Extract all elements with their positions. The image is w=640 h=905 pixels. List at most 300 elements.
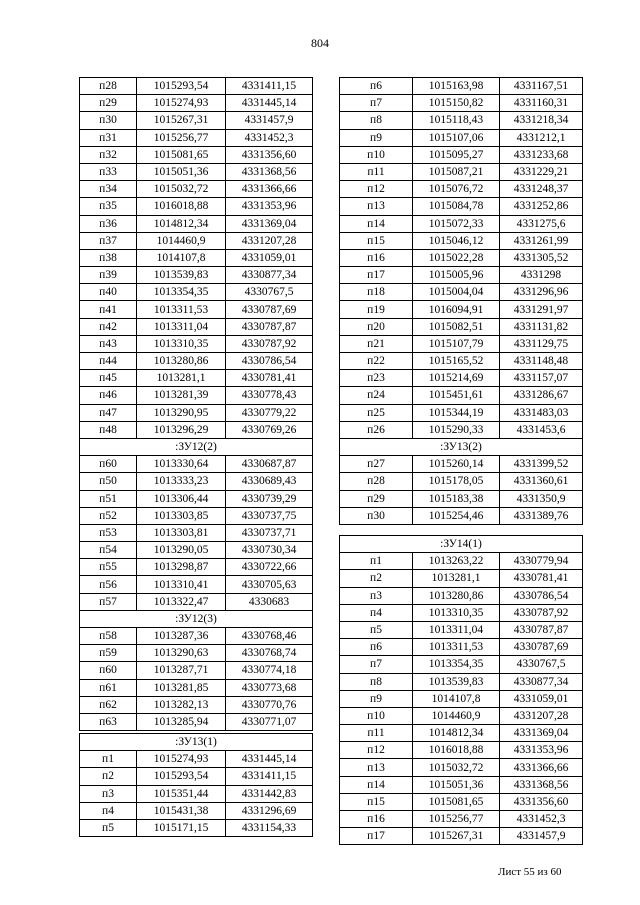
section-header-row — [340, 438, 583, 455]
point-id-cell: п16 — [340, 249, 413, 266]
point-id-cell: п11 — [340, 163, 413, 180]
x-coordinate-cell: 1015005,96 — [413, 267, 500, 284]
table-row — [80, 163, 313, 180]
point-id-cell: п12 — [340, 181, 413, 198]
x-coordinate-cell: 1013311,04 — [413, 621, 500, 638]
table-row — [80, 819, 313, 836]
x-coordinate-cell: 1015150,82 — [413, 95, 500, 112]
y-coordinate-cell: 4331131,82 — [500, 318, 583, 335]
y-coordinate-cell: 4331207,28 — [500, 707, 583, 724]
y-coordinate-cell: 4330779,94 — [500, 553, 583, 570]
table-row — [340, 215, 583, 232]
y-coordinate-cell: 4330730,34 — [226, 542, 313, 559]
point-id-cell: п46 — [80, 387, 137, 404]
y-coordinate-cell: 4331442,83 — [226, 785, 313, 802]
y-coordinate-cell: 4331233,68 — [500, 146, 583, 163]
table-row — [80, 751, 313, 768]
x-coordinate-cell: 1015081,65 — [137, 146, 226, 163]
section-header: :ЗУ13(2) — [340, 438, 583, 455]
table-row — [80, 284, 313, 301]
table-row — [80, 267, 313, 284]
x-coordinate-cell: 1013354,35 — [137, 284, 226, 301]
point-id-cell: п9 — [340, 690, 413, 707]
point-id-cell: п26 — [340, 421, 413, 438]
y-coordinate-cell: 4331305,52 — [500, 249, 583, 266]
table-row — [340, 181, 583, 198]
x-coordinate-cell: 1015081,65 — [413, 793, 500, 810]
table-row — [340, 621, 583, 638]
y-coordinate-cell: 4330778,43 — [226, 387, 313, 404]
page-number: 804 — [311, 36, 329, 50]
table-row — [340, 725, 583, 742]
table-row — [80, 249, 313, 266]
x-coordinate-cell: 1015032,72 — [137, 181, 226, 198]
table-row — [340, 587, 583, 604]
point-id-cell: п28 — [80, 78, 137, 95]
table-row — [80, 679, 313, 696]
y-coordinate-cell: 4330787,69 — [500, 639, 583, 656]
point-id-cell: п29 — [340, 490, 413, 507]
table-row — [340, 404, 583, 421]
x-coordinate-cell: 1013311,53 — [413, 639, 500, 656]
table-row — [340, 473, 583, 490]
y-coordinate-cell: 4331353,96 — [226, 198, 313, 215]
y-coordinate-cell: 4330722,66 — [226, 559, 313, 576]
section-header: :ЗУ12(2) — [80, 438, 313, 455]
y-coordinate-cell: 4331445,14 — [226, 95, 313, 112]
y-coordinate-cell: 4331452,3 — [500, 811, 583, 828]
x-coordinate-cell: 1015431,38 — [137, 802, 226, 819]
y-coordinate-cell: 4331207,28 — [226, 232, 313, 249]
point-id-cell: п40 — [80, 284, 137, 301]
table-row — [80, 576, 313, 593]
y-coordinate-cell: 4331368,56 — [226, 163, 313, 180]
y-coordinate-cell: 4330689,43 — [226, 473, 313, 490]
x-coordinate-cell: 1015032,72 — [413, 759, 500, 776]
y-coordinate-cell: 4330781,41 — [500, 570, 583, 587]
y-coordinate-cell: 4330739,29 — [226, 490, 313, 507]
x-coordinate-cell: 1015051,36 — [413, 776, 500, 793]
x-coordinate-cell: 1015267,31 — [413, 828, 500, 845]
table-row — [80, 628, 313, 645]
point-id-cell: п22 — [340, 353, 413, 370]
x-coordinate-cell: 1015183,38 — [413, 490, 500, 507]
y-coordinate-cell: 4331350,9 — [500, 490, 583, 507]
x-coordinate-cell: 1013281,1 — [413, 570, 500, 587]
point-id-cell: п41 — [80, 301, 137, 318]
x-coordinate-cell: 1015171,15 — [137, 819, 226, 836]
y-coordinate-cell: 4331389,76 — [500, 507, 583, 524]
table-row — [340, 456, 583, 473]
table-row — [340, 301, 583, 318]
point-id-cell: п6 — [340, 639, 413, 656]
x-coordinate-cell: 1015267,31 — [137, 112, 226, 129]
table-row — [80, 473, 313, 490]
table-row — [340, 112, 583, 129]
point-id-cell: п4 — [340, 604, 413, 621]
table-row — [80, 95, 313, 112]
point-id-cell: п7 — [340, 95, 413, 112]
table-row — [80, 387, 313, 404]
x-coordinate-cell: 1015022,28 — [413, 249, 500, 266]
table-row — [340, 198, 583, 215]
table-row — [340, 553, 583, 570]
point-id-cell: п51 — [80, 490, 137, 507]
point-id-cell: п48 — [80, 421, 137, 438]
x-coordinate-cell: 1015118,43 — [413, 112, 500, 129]
y-coordinate-cell: 4330687,87 — [226, 456, 313, 473]
x-coordinate-cell: 1016018,88 — [137, 198, 226, 215]
x-coordinate-cell: 1013310,35 — [137, 335, 226, 352]
table-row — [340, 353, 583, 370]
table-row — [340, 387, 583, 404]
y-coordinate-cell: 4331445,14 — [226, 751, 313, 768]
x-coordinate-cell: 1015351,44 — [137, 785, 226, 802]
point-id-cell: п60 — [80, 662, 137, 679]
table-row — [80, 404, 313, 421]
point-id-cell: п50 — [80, 473, 137, 490]
table-row — [80, 421, 313, 438]
x-coordinate-cell: 1016018,88 — [413, 742, 500, 759]
point-id-cell: п5 — [80, 819, 137, 836]
point-id-cell: п39 — [80, 267, 137, 284]
point-id-cell: п28 — [340, 473, 413, 490]
x-coordinate-cell: 1013539,83 — [413, 673, 500, 690]
table-row — [340, 507, 583, 524]
table-row — [80, 129, 313, 146]
y-coordinate-cell: 4331167,51 — [500, 78, 583, 95]
table-row — [80, 559, 313, 576]
x-coordinate-cell: 1015274,93 — [137, 751, 226, 768]
table-row — [80, 335, 313, 352]
x-coordinate-cell: 1015214,69 — [413, 370, 500, 387]
x-coordinate-cell: 1014812,34 — [413, 725, 500, 742]
x-coordinate-cell: 1013281,1 — [137, 370, 226, 387]
point-id-cell: п42 — [80, 318, 137, 335]
table-row — [340, 673, 583, 690]
y-coordinate-cell: 4331296,69 — [226, 802, 313, 819]
point-id-cell: п14 — [340, 215, 413, 232]
table-row — [80, 662, 313, 679]
x-coordinate-cell: 1014812,34 — [137, 215, 226, 232]
x-coordinate-cell: 1015084,78 — [413, 198, 500, 215]
section-header: :ЗУ14(1) — [340, 536, 583, 553]
y-coordinate-cell: 4330786,54 — [500, 587, 583, 604]
table-row — [80, 645, 313, 662]
y-coordinate-cell: 4331369,04 — [226, 215, 313, 232]
point-id-cell: п34 — [80, 181, 137, 198]
table-row — [80, 232, 313, 249]
section-header-row — [80, 734, 313, 751]
section-header: :ЗУ13(1) — [80, 734, 313, 751]
table-row — [80, 507, 313, 524]
point-id-cell: п33 — [80, 163, 137, 180]
x-coordinate-cell: 1015163,98 — [413, 78, 500, 95]
table-row — [80, 593, 313, 610]
y-coordinate-cell: 4330877,34 — [500, 673, 583, 690]
point-id-cell: п30 — [80, 112, 137, 129]
y-coordinate-cell: 4331160,31 — [500, 95, 583, 112]
point-id-cell: п17 — [340, 828, 413, 845]
point-id-cell: п57 — [80, 593, 137, 610]
point-id-cell: п45 — [80, 370, 137, 387]
point-id-cell: п37 — [80, 232, 137, 249]
point-id-cell: п38 — [80, 249, 137, 266]
x-coordinate-cell: 1015451,61 — [413, 387, 500, 404]
table-row — [80, 370, 313, 387]
point-id-cell: п58 — [80, 628, 137, 645]
point-id-cell: п52 — [80, 507, 137, 524]
y-coordinate-cell: 4330787,69 — [226, 301, 313, 318]
section-header: :ЗУ12(3) — [80, 610, 313, 627]
y-coordinate-cell: 4331148,48 — [500, 353, 583, 370]
table-row — [80, 215, 313, 232]
point-id-cell: п32 — [80, 146, 137, 163]
point-id-cell: п16 — [340, 811, 413, 828]
x-coordinate-cell: 1014107,8 — [413, 690, 500, 707]
y-coordinate-cell: 4330779,22 — [226, 404, 313, 421]
point-id-cell: п8 — [340, 112, 413, 129]
x-coordinate-cell: 1013287,71 — [137, 662, 226, 679]
table-row — [340, 129, 583, 146]
y-coordinate-cell: 4331483,03 — [500, 404, 583, 421]
x-coordinate-cell: 1015290,33 — [413, 421, 500, 438]
y-coordinate-cell: 4331218,34 — [500, 112, 583, 129]
x-coordinate-cell: 1013281,85 — [137, 679, 226, 696]
x-coordinate-cell: 1015046,12 — [413, 232, 500, 249]
x-coordinate-cell: 1015087,21 — [413, 163, 500, 180]
point-id-cell: п21 — [340, 335, 413, 352]
point-id-cell: п35 — [80, 198, 137, 215]
y-coordinate-cell: 4330769,26 — [226, 421, 313, 438]
y-coordinate-cell: 4330787,87 — [500, 621, 583, 638]
table-row — [340, 284, 583, 301]
table-row — [340, 759, 583, 776]
point-id-cell: п3 — [340, 587, 413, 604]
y-coordinate-cell: 4331212,1 — [500, 129, 583, 146]
point-id-cell: п60 — [80, 456, 137, 473]
y-coordinate-cell: 4330737,75 — [226, 507, 313, 524]
y-coordinate-cell: 4330767,5 — [500, 656, 583, 673]
y-coordinate-cell: 4331369,04 — [500, 725, 583, 742]
x-coordinate-cell: 1015004,04 — [413, 284, 500, 301]
y-coordinate-cell: 4330683 — [226, 593, 313, 610]
x-coordinate-cell: 1015293,54 — [137, 768, 226, 785]
coordinates-table-right-bottom — [339, 535, 583, 845]
y-coordinate-cell: 4331411,15 — [226, 768, 313, 785]
table-row — [340, 742, 583, 759]
point-id-cell: п13 — [340, 759, 413, 776]
x-coordinate-cell: 1014460,9 — [413, 707, 500, 724]
point-id-cell: п15 — [340, 793, 413, 810]
table-row — [80, 112, 313, 129]
point-id-cell: п59 — [80, 645, 137, 662]
point-id-cell: п30 — [340, 507, 413, 524]
point-id-cell: п1 — [80, 751, 137, 768]
y-coordinate-cell: 4331457,9 — [500, 828, 583, 845]
y-coordinate-cell: 4331291,97 — [500, 301, 583, 318]
x-coordinate-cell: 1013290,95 — [137, 404, 226, 421]
table-row — [80, 301, 313, 318]
point-id-cell: п7 — [340, 656, 413, 673]
y-coordinate-cell: 4331457,9 — [226, 112, 313, 129]
y-coordinate-cell: 4330774,18 — [226, 662, 313, 679]
x-coordinate-cell: 1016094,91 — [413, 301, 500, 318]
table-row — [340, 690, 583, 707]
point-id-cell: п23 — [340, 370, 413, 387]
x-coordinate-cell: 1013333,23 — [137, 473, 226, 490]
y-coordinate-cell: 4331298 — [500, 267, 583, 284]
y-coordinate-cell: 4331296,96 — [500, 284, 583, 301]
x-coordinate-cell: 1015107,79 — [413, 335, 500, 352]
point-id-cell: п20 — [340, 318, 413, 335]
point-id-cell: п13 — [340, 198, 413, 215]
x-coordinate-cell: 1013290,05 — [137, 542, 226, 559]
x-coordinate-cell: 1013280,86 — [413, 587, 500, 604]
x-coordinate-cell: 1013282,13 — [137, 696, 226, 713]
table-row — [340, 639, 583, 656]
table-row — [340, 570, 583, 587]
y-coordinate-cell: 4330771,07 — [226, 713, 313, 730]
x-coordinate-cell: 1013311,53 — [137, 301, 226, 318]
x-coordinate-cell: 1014460,9 — [137, 232, 226, 249]
table-row — [340, 318, 583, 335]
table-row — [340, 267, 583, 284]
x-coordinate-cell: 1013287,36 — [137, 628, 226, 645]
table-row — [340, 335, 583, 352]
x-coordinate-cell: 1013263,22 — [413, 553, 500, 570]
table-row — [80, 353, 313, 370]
x-coordinate-cell: 1013310,35 — [413, 604, 500, 621]
y-coordinate-cell: 4331261,99 — [500, 232, 583, 249]
y-coordinate-cell: 4331275,6 — [500, 215, 583, 232]
y-coordinate-cell: 4330768,74 — [226, 645, 313, 662]
table-row — [340, 604, 583, 621]
table-row — [80, 318, 313, 335]
point-id-cell: п18 — [340, 284, 413, 301]
table-row — [80, 802, 313, 819]
table-row — [340, 707, 583, 724]
y-coordinate-cell: 4330770,76 — [226, 696, 313, 713]
x-coordinate-cell: 1013330,64 — [137, 456, 226, 473]
table-row — [340, 78, 583, 95]
y-coordinate-cell: 4331366,66 — [500, 759, 583, 776]
x-coordinate-cell: 1013290,63 — [137, 645, 226, 662]
point-id-cell: п54 — [80, 542, 137, 559]
sheet-footer: Лист 55 из 60 — [498, 866, 562, 878]
point-id-cell: п8 — [340, 673, 413, 690]
point-id-cell: п10 — [340, 146, 413, 163]
section-header-row — [340, 536, 583, 553]
x-coordinate-cell: 1013298,87 — [137, 559, 226, 576]
y-coordinate-cell: 4331453,6 — [500, 421, 583, 438]
y-coordinate-cell: 4330705,63 — [226, 576, 313, 593]
point-id-cell: п36 — [80, 215, 137, 232]
point-id-cell: п47 — [80, 404, 137, 421]
y-coordinate-cell: 4330737,71 — [226, 524, 313, 541]
point-id-cell: п44 — [80, 353, 137, 370]
x-coordinate-cell: 1015274,93 — [137, 95, 226, 112]
x-coordinate-cell: 1015254,46 — [413, 507, 500, 524]
x-coordinate-cell: 1015165,52 — [413, 353, 500, 370]
x-coordinate-cell: 1015076,72 — [413, 181, 500, 198]
table-row — [340, 232, 583, 249]
table-row — [340, 163, 583, 180]
y-coordinate-cell: 4330773,68 — [226, 679, 313, 696]
y-coordinate-cell: 4331356,60 — [226, 146, 313, 163]
x-coordinate-cell: 1013303,85 — [137, 507, 226, 524]
table-row — [80, 146, 313, 163]
y-coordinate-cell: 4331353,96 — [500, 742, 583, 759]
x-coordinate-cell: 1013280,86 — [137, 353, 226, 370]
x-coordinate-cell: 1013281,39 — [137, 387, 226, 404]
y-coordinate-cell: 4330787,92 — [500, 604, 583, 621]
table-row — [340, 811, 583, 828]
x-coordinate-cell: 1013296,29 — [137, 421, 226, 438]
y-coordinate-cell: 4331286,67 — [500, 387, 583, 404]
table-row — [340, 656, 583, 673]
table-row — [340, 490, 583, 507]
point-id-cell: п2 — [80, 768, 137, 785]
table-row — [80, 785, 313, 802]
section-header-row — [80, 438, 313, 455]
x-coordinate-cell: 1014107,8 — [137, 249, 226, 266]
x-coordinate-cell: 1015178,05 — [413, 473, 500, 490]
point-id-cell: п56 — [80, 576, 137, 593]
point-id-cell: п43 — [80, 335, 137, 352]
x-coordinate-cell: 1015256,77 — [413, 811, 500, 828]
x-coordinate-cell: 1013306,44 — [137, 490, 226, 507]
table-row — [80, 542, 313, 559]
coordinates-table-left-bottom — [79, 733, 313, 837]
y-coordinate-cell: 4331157,07 — [500, 370, 583, 387]
y-coordinate-cell: 4330768,46 — [226, 628, 313, 645]
y-coordinate-cell: 4331248,37 — [500, 181, 583, 198]
x-coordinate-cell: 1015260,14 — [413, 456, 500, 473]
point-id-cell: п11 — [340, 725, 413, 742]
x-coordinate-cell: 1013354,35 — [413, 656, 500, 673]
y-coordinate-cell: 4330781,41 — [226, 370, 313, 387]
x-coordinate-cell: 1013539,83 — [137, 267, 226, 284]
point-id-cell: п2 — [340, 570, 413, 587]
y-coordinate-cell: 4331366,66 — [226, 181, 313, 198]
table-row — [340, 828, 583, 845]
y-coordinate-cell: 4331452,3 — [226, 129, 313, 146]
y-coordinate-cell: 4331059,01 — [226, 249, 313, 266]
y-coordinate-cell: 4330787,92 — [226, 335, 313, 352]
table-row — [80, 198, 313, 215]
y-coordinate-cell: 4331399,52 — [500, 456, 583, 473]
table-row — [80, 713, 313, 730]
point-id-cell: п24 — [340, 387, 413, 404]
table-row — [340, 793, 583, 810]
point-id-cell: п17 — [340, 267, 413, 284]
point-id-cell: п63 — [80, 713, 137, 730]
point-id-cell: п1 — [340, 553, 413, 570]
table-row — [80, 456, 313, 473]
point-id-cell: п29 — [80, 95, 137, 112]
y-coordinate-cell: 4330786,54 — [226, 353, 313, 370]
y-coordinate-cell: 4331129,75 — [500, 335, 583, 352]
point-id-cell: п14 — [340, 776, 413, 793]
point-id-cell: п5 — [340, 621, 413, 638]
point-id-cell: п53 — [80, 524, 137, 541]
point-id-cell: п61 — [80, 679, 137, 696]
table-row — [80, 524, 313, 541]
x-coordinate-cell: 1015095,27 — [413, 146, 500, 163]
x-coordinate-cell: 1015082,51 — [413, 318, 500, 335]
point-id-cell: п15 — [340, 232, 413, 249]
